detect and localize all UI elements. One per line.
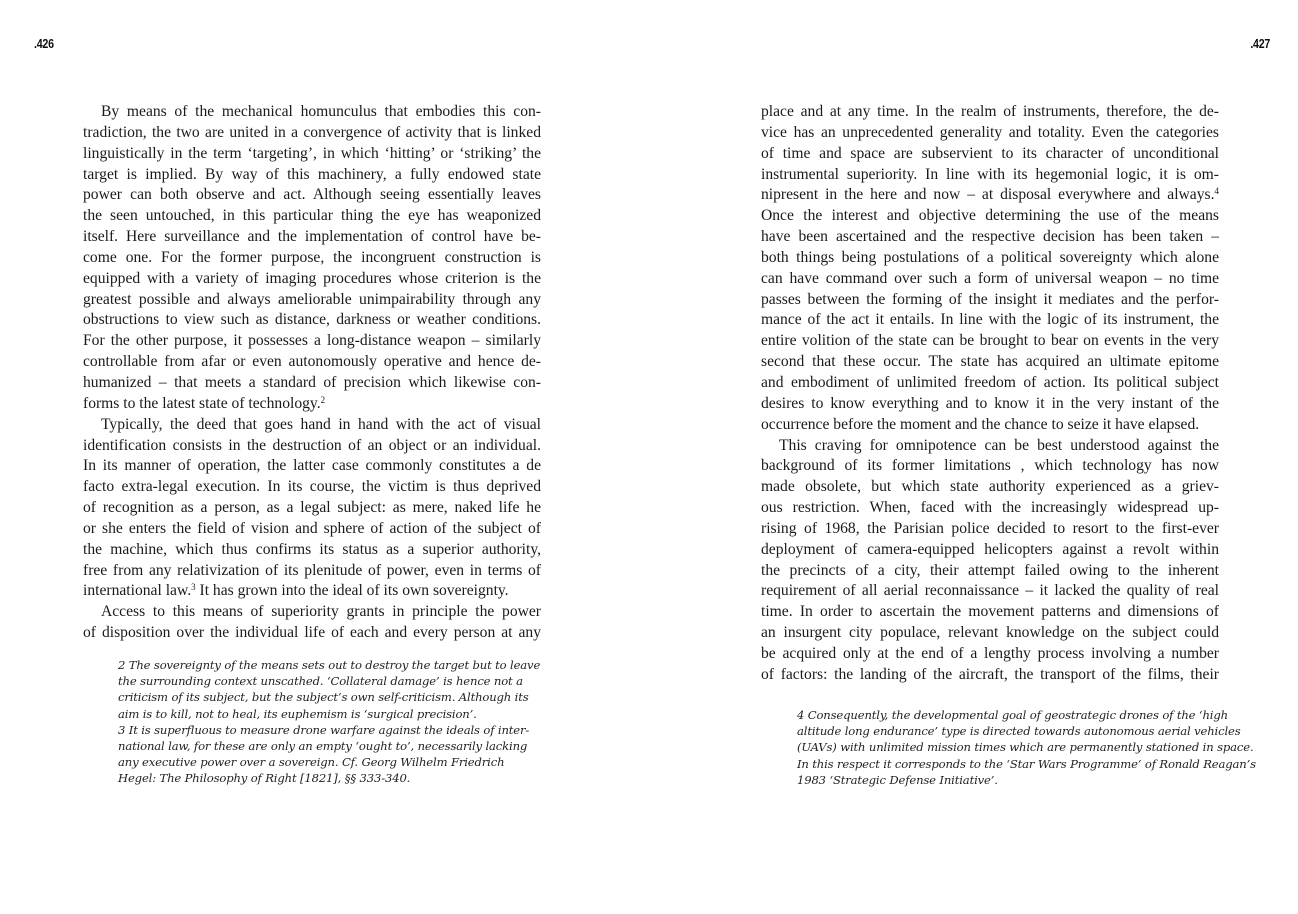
text-line [761, 415, 1219, 436]
footnote-line: criticism of its subject, but the subject’s own self-criticism. Although its [118, 690, 529, 705]
footnote-line: altitude long endurance’ type is directed towards autonomous aerial vehicles [797, 724, 1241, 739]
body-text-left-page [83, 102, 541, 644]
text-line [761, 623, 1219, 644]
text-line [761, 477, 1219, 498]
text-line-content: the precincts of a city, their attempt failed owing to the inherent [761, 561, 1219, 579]
text-line-content: mance of the act it entails. In line with the logic of its instrument, the [761, 311, 1219, 329]
text-line-content: Typically, the deed that goes hand in hand with the act of visual [101, 415, 541, 433]
text-line [83, 436, 541, 457]
text-line-content: of factors: the landing of the aircraft, the transport of the films, their [761, 665, 1219, 683]
footnote-reference[interactable]: 2 [320, 394, 326, 405]
text-line-content: an insurgent city populace, relevant knowledge on the subject could [761, 624, 1219, 642]
text-line [761, 331, 1219, 352]
text-line-content: of recognition as a person, as a legal subject: as mere, naked life he [83, 499, 541, 517]
text-line [761, 102, 1219, 123]
text-line-content: obstructions to view such as distance, darkness or weather conditions. [83, 311, 541, 329]
footnote-line: national law, for these are only an empty ‘ought to’, necessarily lacking [118, 738, 528, 753]
text-line [83, 290, 541, 311]
text-line-content: the seen untouched, in this particular thing the eye has weaponized [83, 207, 541, 225]
text-line-content: tradiction, the two are united in a convergence of activity that is linked [83, 123, 541, 141]
text-line-content: international law. [83, 582, 192, 600]
text-line [761, 602, 1219, 623]
footnotes-left-page [118, 657, 541, 787]
text-line-content: identification consists in the destruction of an object or an individual. [83, 436, 541, 454]
footnotes-right-page [797, 707, 1256, 788]
text-line-content: rising of 1968, the Parisian police decided to resort to the first-ever [761, 519, 1219, 537]
text-line [761, 581, 1219, 602]
text-line [761, 144, 1219, 165]
text-line-content: In its manner of operation, the latter case commonly constitutes a de [83, 457, 541, 475]
text-line-content: have been ascertained and the respective decision has been taken – [761, 228, 1219, 246]
body-text-right-page [761, 102, 1219, 686]
text-line-content: of disposition over the individual life of each and every person at any [83, 624, 541, 642]
text-line-content: occurrence before the moment and the chance to seize it have elapsed. [761, 415, 1200, 433]
text-line [83, 165, 541, 186]
footnote-line: In this respect it corresponds to the ‘Star Wars Programme’ of Ronald Reagan’s [797, 756, 1256, 771]
text-line [83, 352, 541, 373]
footnote-line: the surrounding context unscathed. ‘Collateral damage’ is hence not a [118, 674, 523, 689]
text-line [761, 206, 1219, 227]
footnote-line: any executive power over a sovereign. Cf. Georg Wilhelm Friedrich [118, 755, 505, 770]
text-line-content: passes between the forming of the insight it mediates and the perfor- [761, 290, 1219, 308]
text-line-content: controllable from afar or even autonomously operative and hence de- [83, 353, 541, 371]
text-line [761, 540, 1219, 561]
text-line-content: Once the interest and objective determining the use of the means [761, 207, 1219, 225]
text-line-content: greatest possible and always ameliorable unimpairability through any [83, 290, 541, 308]
text-line-content: free from any relativization of its plenitude of power, even in terms of [83, 561, 541, 579]
text-line-content: second that these occur. The state has acquired an ultimate epitome [761, 353, 1219, 371]
footnote-line: 1983 ‘Strategic Defense Initiative’. [797, 772, 998, 787]
text-line [761, 561, 1219, 582]
footnote-line: 3 It is superfluous to measure drone warfare against the ideals of inter- [118, 722, 530, 737]
text-line-content: entire volition of the state can be brought to bear on events in the very [761, 332, 1219, 350]
text-line [83, 456, 541, 477]
text-line-content: humanized – that meets a standard of precision which likewise con- [83, 373, 541, 391]
text-line [83, 102, 541, 123]
text-line [83, 310, 541, 331]
text-line [761, 519, 1219, 540]
text-line [83, 561, 541, 582]
footnote-line: (UAVs) with unlimited mission times which are permanently stationed in space. [797, 740, 1254, 755]
text-line [83, 623, 541, 644]
text-line-content: facto extra-legal execution. In its course, the victim is thus deprived [83, 478, 541, 496]
text-line [761, 269, 1219, 290]
text-line-content: the machine, which thus confirms its status as a superior authority, [83, 540, 541, 558]
text-line-content: ous restriction. When, faced with the increasingly widespread up- [761, 499, 1219, 517]
footnote-reference[interactable]: 4 [1214, 186, 1219, 197]
text-line-content: requirement of all aerial reconnaissance – it lacked the quality of real [761, 582, 1219, 600]
text-line [761, 665, 1219, 686]
text-line [761, 436, 1219, 457]
text-line [761, 456, 1219, 477]
text-line-content: background of its former limitations , which technology has now [761, 457, 1219, 475]
text-line [761, 185, 1219, 206]
text-line [761, 644, 1219, 665]
text-line [83, 185, 541, 206]
footnote-line: 2 The sovereignty of the means sets out to destroy the target but to leave [118, 658, 541, 672]
footnote-reference[interactable]: 3 [191, 582, 196, 593]
page-number-left: .426 [34, 36, 54, 51]
text-line [83, 373, 541, 394]
text-line [83, 498, 541, 519]
footnote-line: 4 Consequently, the developmental goal of geostrategic drones of the ‘high [797, 708, 1228, 722]
text-line-content: Access to this means of superiority grants in principle the power [101, 603, 541, 621]
text-line-content: This craving for omnipotence can be best understood against the [779, 436, 1219, 454]
text-line-content: or she enters the field of vision and sphere of action of the subject of [83, 519, 541, 537]
text-line-content: time. In order to ascertain the movement patterns and dimensions of [761, 603, 1219, 621]
text-line [761, 373, 1219, 394]
text-line [83, 602, 541, 623]
text-line [83, 415, 541, 436]
text-line [83, 581, 541, 602]
text-line-content: be acquired only at the end of a lengthy process involving a number [761, 644, 1219, 662]
text-line [83, 519, 541, 540]
text-line-content: come one. For the former purpose, the incongruent construction is [83, 248, 541, 266]
text-line-content: power can both observe and act. Although seeing essentially leaves [83, 186, 541, 204]
text-line-content: equipped with a variety of imaging procedures whose criterion is the [83, 269, 541, 287]
text-line [761, 498, 1219, 519]
text-line-content: and embodiment of unlimited freedom of action. Its political subject [761, 373, 1219, 391]
text-line-content: can have command over such a form of universal weapon – no time [761, 269, 1219, 287]
text-line-content: desires to know everything and to know it in the very instant of the [761, 394, 1219, 412]
page-number-right: .427 [1250, 36, 1270, 51]
text-line [83, 248, 541, 269]
text-line [761, 227, 1219, 248]
text-line-content: of time and space are subservient to its character of unconditional [761, 144, 1219, 162]
text-line-content: forms to the latest state of technology. [83, 394, 321, 412]
text-line-content: vice has an unprecedented generality and totality. Even the categories [761, 123, 1219, 141]
text-line [83, 227, 541, 248]
text-line [83, 331, 541, 352]
text-line-content: deployment of camera-equipped helicopters against a revolt within [761, 540, 1219, 558]
text-line [83, 477, 541, 498]
text-line [761, 248, 1219, 269]
text-line [83, 394, 541, 415]
text-line [83, 123, 541, 144]
text-line-content: linguistically in the term ‘targeting’, in which ‘hitting’ or ‘striking’ the [83, 144, 541, 162]
text-line-continuation: It has grown into the ideal of its own sovereignty. [195, 582, 509, 600]
text-line-content: itself. Here surveillance and the implementation of control have be- [83, 228, 541, 246]
text-line-content: target is implied. By way of this machinery, a fully endowed state [83, 165, 541, 183]
footnote-line: Hegel: The Philosophy of Right [1821], §§ 333-340. [118, 771, 411, 786]
text-line [761, 352, 1219, 373]
text-line [761, 165, 1219, 186]
text-line-content: By means of the mechanical homunculus that embodies this con- [101, 103, 541, 120]
text-line-content: nipresent in the here and now – at disposal everywhere and always. [761, 186, 1215, 204]
text-line-content: both things being postulations of a political sovereignty which alone [761, 248, 1219, 266]
text-line [761, 290, 1219, 311]
footnote-line: aim is to kill, not to heal, its euphemism is ‘surgical precision’. [118, 706, 477, 721]
text-line-content: instrumental superiority. In line with its hegemonial logic, it is om- [761, 165, 1219, 183]
text-line [761, 123, 1219, 144]
text-line [761, 310, 1219, 331]
text-line-content: made obsolete, but which state authority experienced as a griev- [761, 478, 1219, 496]
text-line [83, 269, 541, 290]
text-line [83, 144, 541, 165]
text-line [761, 394, 1219, 415]
text-line-content: For the other purpose, it possesses a long-distance weapon – similarly [83, 332, 541, 350]
text-line [83, 206, 541, 227]
text-line [83, 540, 541, 561]
text-line-content: place and at any time. In the realm of instruments, therefore, the de- [761, 103, 1219, 120]
